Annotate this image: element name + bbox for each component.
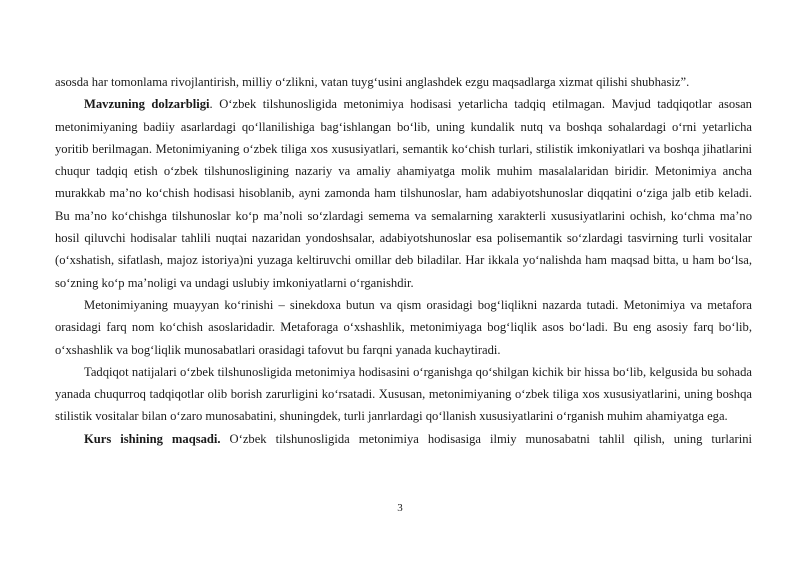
paragraph-text: asosda har tomonlama rivojlantirish, milliy o‘zlikni, vatan tuyg‘usini anglashdek ezgu maqsadlarga xizmat qilishi shubhasiz”. <box>55 75 690 89</box>
paragraph-5 <box>55 428 752 450</box>
paragraph-heading: Kurs ishining maqsadi. <box>84 431 221 446</box>
paragraph-2 <box>55 93 752 294</box>
paragraph-3 <box>55 294 752 361</box>
document-body <box>55 71 752 450</box>
paragraph-text: O‘zbek tilshunosligida metonimiya hodisasiga ilmiy munosabatni tahlil qilish, uning turlarini <box>220 431 753 446</box>
page-number: 3 <box>397 502 403 514</box>
paragraph-heading: Mavzuning dolzarbligi <box>84 97 210 112</box>
paragraph-4 <box>55 361 752 428</box>
paragraph-text: Metonimiyaning muayyan ko‘rinishi – sinekdoxa butun va qism orasidagi bog‘liqlikni nazarda tutadi. Metonimiya va metafora orasidagi farq nom ko‘chish asoslaridadir. Metaforaga o‘xshashlik, metonimiyaga bog‘liqlik asos bo‘ladi. Bu eng asosiy farq bo‘lib, o‘xshashlik va bog‘liqlik munosabatlari orasidagi tafovut bu farqni yanada kuchaytiradi. <box>55 297 752 357</box>
paragraph-text: Tadqiqot natijalari o‘zbek tilshunosligida metonimiya hodisasini o‘rganishga qo‘shilgan kichik bir hissa bo‘lib, kelgusida bu sohada yanada chuqurroq tadqiqotlar olib borish zarurligini ko‘rsatadi. Xususan, metonimiyaning o‘zbek tiliga xos xususiyatlarini, uning boshqa stilistik vositalar bilan o‘zaro munosabatini, shuningdek, turli janrlardagi qo‘llanish xususiyatlarini o‘rganish muhim ahamiyatga ega. <box>55 364 752 424</box>
paragraph-1 <box>55 71 752 93</box>
paragraph-text: . O‘zbek tilshunosligida metonimiya hodisasi yetarlicha tadqiq etilmagan. Mavjud tadqiqotlar asosan metonimiyaning badiiy asarlardagi qo‘llanilishiga bag‘ishlangan bo‘lib, uning kundalik nutq va boshqa sohalardagi o‘rni yetarlicha yoritib berilmagan. Metonimiyaning o‘zbek tiliga xos xususiyatlari, semantik ko‘chish turlari, stilistik imkoniyatlari va boshqa jihatlarini chuqur tadqiq etish o‘zbek tilshunosligining nazariy va amaliy ahamiyatga molik muhim masalalaridan biridir. Metonimiya ancha murakkab ma’no ko‘chish hodisasi hisoblanib, ayni zamonda ham tilshunoslar, ham adabiyotshunoslar diqqatini o‘ziga jalb etib keladi. Bu ma’no ko‘chishga tilshunoslar ko‘p ma’noli so‘zlardagi semema va semalarning xarakterli xususiyatlarini ochish, ko‘chma ma’no hosil qiluvchi hodisalar tahlili nuqtai nazaridan yondoshsalar, adabiyotshunoslar esa polisemantik so‘zlardagi tasvirning turli vositalar (o‘xshatish, sifatlash, majoz istoriya)ni yuzaga keltiruvchi omillar deb biladilar. Har ikkala yo‘nalishda ham maqsad bitta, u ham bo‘lsa, so‘zning ko‘p ma’noligi va undagi uslubiy imkoniyatlarni o‘rganishdir. <box>55 97 752 290</box>
